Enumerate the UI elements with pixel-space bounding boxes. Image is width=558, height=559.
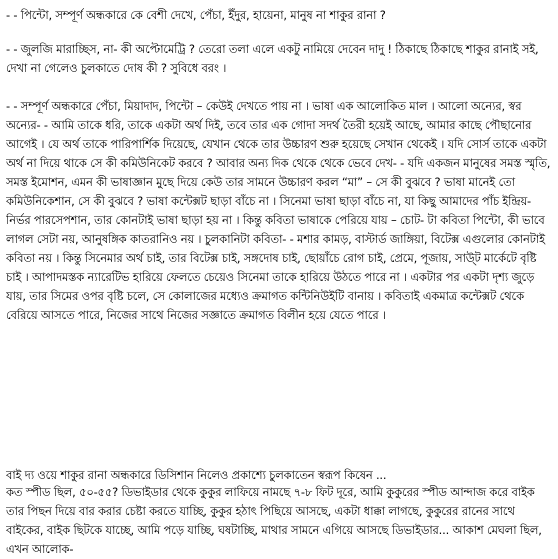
paragraph-zoology-reply: - - জুলজি মারাচ্ছিস, না- কী অপ্টোমেট্রি ? তেরো তলা এলে একটু নামিয়ে দেবেন দাদু ! ঠিকাছে ঠিকাছে শাকুর রানাই সই, দেখা না গেলেও চুলকাতে দোষ কী ? সুবিধে বরং । <box>6 42 539 75</box>
paragraph-pinto-question: - - পিন্টো, সম্পূর্ণ অন্ধকারে কে বেশী দেখে, পেঁচা, ইঁদুর, হায়েনা, মানুষ না শাকুর রানা ? <box>6 8 386 22</box>
paragraph-bike-accident: কত স্পীড ছিল, ৫০-৫৫? ডিভাইডার থেকে কুকুর লাফিয়ে নামছে ৭-৮ ফিট দূরে, আমি কুকুরের স্পীড আন্দাজ করে বাইক তার পিছন দিয়ে বার করার চেষ্টা করতে যাচ্ছি, কুকুর হঠাৎ পিছিয়ে আসছে, একটা ধাক্কা লাগছে, কুকুরের রানের সাথে বাইকের, বাইক ছিটকে যাচ্ছে, আমি পড়ে যাচ্ছি, ঘষটাচ্ছি, মাথার সামনে এগিয়ে আসছে ডিভাইডার... আকাশ মেঘলা ছিল, এখন আলোক- <box>6 485 542 556</box>
paragraph-by-the-way: বাই দ্য ওয়ে শাকুর রানা অন্ধকারে ডিসিশান নিলেও প্রকাশ্যে চুলকাতেন স্বরূপ কিষেন ... <box>6 468 387 482</box>
paragraph-language-essay: - - সম্পূর্ণ অন্ধকারে পেঁচা, মিয়াদাদ, পিন্টো – কেউই দেখতে পায় না । ভাষা এক আলোকিত মাল । আলো অন্যের, স্বর অন্যের- - আমি তাকে ধরি, তাকে একটা অর্থ দিই, তবে তার এক গোদা সদর্থ তৈরী হয়েই আছে, আমার কাছে পৌছানোর আগেই । যে অর্থ তাকে পারিপার্শিক দিয়েছে, যেখান থেকে তার উচ্চারণ শুরু হয়েছে সেখান থেকেই । যদি সোর্স তাকে একটা অর্থ না দিয়ে থাকে সে কী কমিউনিকেট করবে ? আবার অন্য দিক থেকে থেকে ভেবে দেখ- - যদি একজন মানুষের সমস্ত স্মৃতি, সমস্ত ইমোশন, এমন কী ভাষাজ্ঞান মুছে দিয়ে কেউ তার সামনে উচ্চারণ করল “মা” – সে কী বুঝবে ? ভাষা মানেই তো কমিউনিকেশান, সে কী বুঝবে ? ভাষা কন্টেক্সট ছাড়া বাঁচে না । সিনেমা ভাষা ছাড়া বাঁচে না, যা কিছু আমাদের পাঁচ ইন্দ্রিয়- নির্ভর পারসেপশান, তার কোনটাই ভাষা ছাড়া হয় না । কিন্তু কবিতা ভাষাকে পেরিয়ে যায় – চোট- টা কবিতা পিন্টো, কী ভাবে লাগল সেটা নয়, আনুষঙ্গিক কাতরানিও নয় । চুলকানিটা কবিতা- - মশার কামড়, বাস্টার্ড জাঙ্গিয়া, বিটেক্স এগুলোর কোনটাই কবিতা নয় । কিন্তু সিনেমার অর্থ চাই, তার বিটেক্স চাই, সঙ্গদোষ চাই, ছোয়াঁচে রোগ চাই, প্রেমে, পূজায়, সাউ্ট মার্কেটে বৃষ্টি চাই । আপাদমস্তক ন্যারেটিভ হারিয়ে ফেলতে চেয়েও সিনেমা তাকে হারিয়ে উঠতে পারে না । একটার পর একটা দৃশ্য জুড়ে যায়, তার সিমের ওপর বৃষ্টি চলে, সে কোলাজের মধ্যেও ক্রমাগত কন্টিনিউইটি বানায় । কবিতাই একমাত্র কন্টেক্সট থেকে বেরিয়ে আসতে পারে, নিজের সাথে নিজের সজ্ঞাতে ক্রমাগত বিলীন হয়ে যেতে পারে । <box>6 99 551 322</box>
